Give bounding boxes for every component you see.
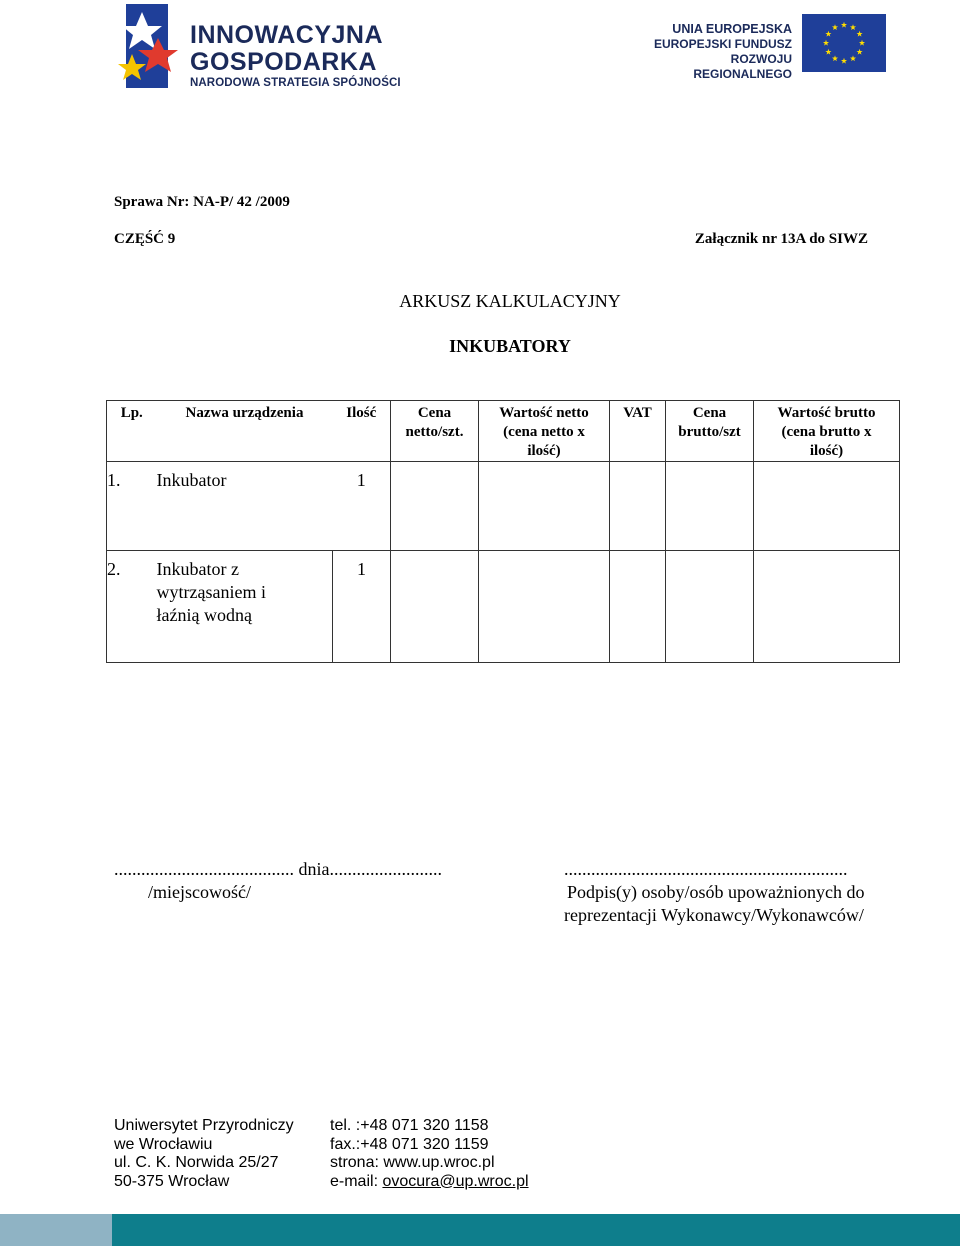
cell-gross-value[interactable] <box>754 462 900 551</box>
eu-flag-icon <box>802 14 886 72</box>
eu-star-icon <box>857 31 863 37</box>
attachment-label: Załącznik nr 13A do SIWZ <box>694 231 868 247</box>
eu-line-1: UNIA EUROPEJSKA <box>672 22 792 36</box>
header-name: Nazwa urządzenia <box>157 401 333 462</box>
eu-star-icon <box>832 55 838 61</box>
table-header-row <box>107 401 900 462</box>
cell-net-value[interactable] <box>479 551 610 663</box>
footer-email: e-mail: ovocura@up.wroc.pl <box>330 1172 529 1190</box>
cell-name: Inkubator z wytrząsaniem i łaźnią wodną <box>157 551 333 663</box>
calculation-table <box>106 400 900 663</box>
document-subtitle: INKUBATORY <box>449 336 571 356</box>
footer-web: strona: www.up.wroc.pl <box>330 1154 495 1171</box>
cell-qty: 1 <box>333 551 391 663</box>
cell-qty: 1 <box>333 462 391 551</box>
footer-address-line: ul. C. K. Norwida 25/27 <box>114 1154 279 1171</box>
cell-gross-price[interactable] <box>666 462 754 551</box>
table-row <box>107 462 900 551</box>
star-emblem-icon <box>112 2 192 94</box>
eu-star-icon <box>823 40 829 46</box>
eu-line-2: EUROPEJSKI FUNDUSZ <box>653 37 792 51</box>
eu-star-icon <box>850 55 856 61</box>
email-link[interactable]: ovocura@up.wroc.pl <box>382 1172 529 1190</box>
case-number: Sprawa Nr: NA-P/ 42 /2009 <box>114 194 290 210</box>
header-gross-price: Cena brutto/szt <box>666 401 754 462</box>
eu-star-icon <box>857 49 863 55</box>
eu-star-icon <box>859 40 865 46</box>
table-row <box>107 551 900 663</box>
footer-address-line: Uniwersytet Przyrodniczy <box>114 1117 294 1134</box>
signature-label-2: reprezentacji Wykonawcy/Wykonawców/ <box>564 905 864 925</box>
footer-tel: tel. :+48 071 320 1158 <box>330 1117 489 1134</box>
cell-net-price[interactable] <box>391 551 479 663</box>
place-date-line: ........................................ dnia......................... <box>114 859 442 879</box>
place-label: /miejscowość/ <box>148 882 251 902</box>
footer-address-line: 50-375 Wrocław <box>114 1172 230 1190</box>
cell-vat[interactable] <box>610 462 666 551</box>
footer-bar-dark <box>112 1214 960 1246</box>
header-net-value: Wartość netto (cena netto x ilość) <box>479 401 610 462</box>
header-net-price: Cena netto/szt. <box>391 401 479 462</box>
cell-gross-price[interactable] <box>666 551 754 663</box>
part-label: CZĘŚĆ 9 <box>114 231 176 247</box>
cell-lp: 2. <box>107 551 157 663</box>
header-qty: Ilość <box>333 401 391 462</box>
cell-name: Inkubator <box>157 462 333 551</box>
cell-net-price[interactable] <box>391 462 479 551</box>
cell-lp: 1. <box>107 462 157 551</box>
eu-star-icon <box>841 22 847 28</box>
footer-bar-light <box>0 1214 112 1246</box>
logo-line-1: INNOWACYJNA <box>190 21 384 49</box>
logo-line-2: GOSPODARKA <box>190 48 377 76</box>
eu-star-icon <box>825 31 831 37</box>
footer-contact <box>330 1117 529 1191</box>
document-title: ARKUSZ KALKULACYJNY <box>399 291 621 311</box>
cell-vat[interactable] <box>610 551 666 663</box>
eu-star-icon <box>841 58 847 64</box>
eu-line-3: ROZWOJU REGIONALNEGO <box>693 52 792 81</box>
innowacyjna-gospodarka-logo <box>112 2 402 94</box>
signature-block <box>564 858 864 927</box>
header-lp: Lp. <box>107 401 157 462</box>
eu-logo <box>650 14 886 81</box>
header-gross-value: Wartość brutto (cena brutto x ilość) <box>754 401 900 462</box>
signature-line: ............................................................... <box>564 859 848 879</box>
footer-fax: fax.:+48 071 320 1159 <box>330 1135 489 1153</box>
logo-line-3: NARODOWA STRATEGIA SPÓJNOŚCI <box>190 77 401 89</box>
eu-star-icon <box>825 49 831 55</box>
footer-address <box>114 1117 294 1191</box>
cell-gross-value[interactable] <box>754 551 900 663</box>
cell-net-value[interactable] <box>479 462 610 551</box>
place-date-block <box>114 858 442 904</box>
signature-label-1: Podpis(y) osoby/osób upoważnionych do <box>567 882 865 902</box>
eu-star-icon <box>832 24 838 30</box>
eu-star-icon <box>850 24 856 30</box>
footer-address-line: we Wrocławiu <box>114 1135 213 1153</box>
header-vat: VAT <box>610 401 666 462</box>
